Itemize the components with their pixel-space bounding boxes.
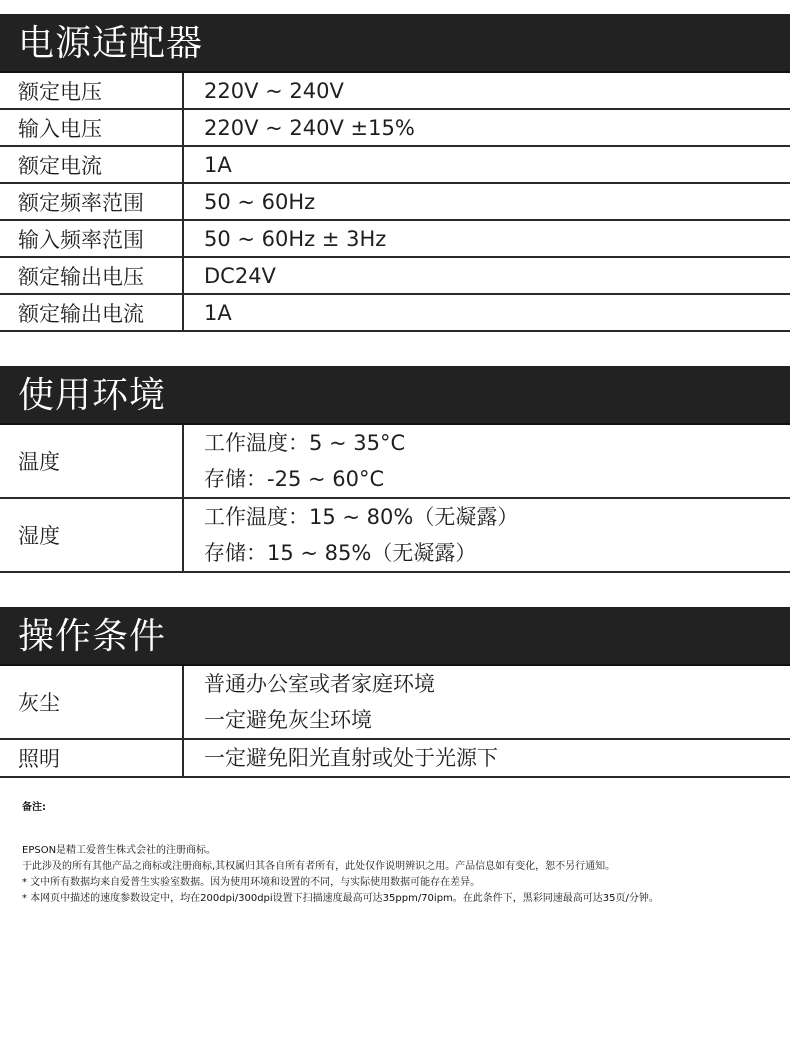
- spec-value: [183, 425, 790, 498]
- table-row: [0, 739, 790, 777]
- note-line: 于此涉及的所有其他产品之商标或注册商标,其权属归其各自所有者所有，此处仅作说明辨识之用。产品信息如有变化，恕不另行通知。: [22, 861, 616, 872]
- table-row: [0, 183, 790, 220]
- spec-value: [183, 666, 790, 739]
- spec-value: 1A: [183, 146, 790, 183]
- note-line: EPSON是精工爱普生株式会社的注册商标。: [22, 845, 217, 856]
- spec-value-line: 存储：-25 ~ 60°C: [204, 467, 385, 491]
- spec-value: [183, 498, 790, 572]
- spec-value-line: 工作温度：15 ~ 80%（无凝露）: [204, 505, 519, 529]
- spec-label: 额定输出电压: [0, 257, 183, 294]
- spec-label: 灰尘: [0, 666, 183, 739]
- spec-label: 额定频率范围: [0, 183, 183, 220]
- spec-value-line: 存储：15 ~ 85%（无凝露）: [204, 541, 477, 565]
- spec-label: 湿度: [0, 498, 183, 572]
- spec-value: 220V ~ 240V: [183, 73, 790, 109]
- table-row: [0, 498, 790, 572]
- spec-value-line: 工作温度：5 ~ 35°C: [204, 431, 406, 455]
- table-row: [0, 425, 790, 498]
- table-row: [0, 73, 790, 109]
- table-row: [0, 146, 790, 183]
- table-row: [0, 109, 790, 146]
- table-row: [0, 220, 790, 257]
- table-row: [0, 294, 790, 331]
- note-line: * 本网页中描述的速度参数设定中，均在200dpi/300dpi设置下扫描速度最高可达35ppm/70ipm。在此条件下，黑彩同速最高可达35页/分钟。: [22, 893, 659, 904]
- spec-label: 照明: [0, 739, 183, 777]
- notes-heading: 备注:: [22, 802, 46, 813]
- table-row: [0, 257, 790, 294]
- operation-section-title: 操作条件: [0, 607, 790, 666]
- notes-block: [22, 798, 782, 907]
- spec-value: 220V ~ 240V ±15%: [183, 109, 790, 146]
- spec-value-line: 一定避免阳光直射或处于光源下: [204, 746, 498, 770]
- environment-section-title: 使用环境: [0, 366, 790, 425]
- power-section: [0, 14, 790, 332]
- spec-label: 输入频率范围: [0, 220, 183, 257]
- spec-value-line: 普通办公室或者家庭环境: [204, 672, 435, 696]
- spec-value-line: 一定避免灰尘环境: [204, 708, 372, 732]
- spec-label: 温度: [0, 425, 183, 498]
- spec-label: 额定电流: [0, 146, 183, 183]
- spec-label: 输入电压: [0, 109, 183, 146]
- operation-section: [0, 607, 790, 778]
- table-row: [0, 666, 790, 739]
- spec-value: 50 ~ 60Hz ± 3Hz: [183, 220, 790, 257]
- spec-value: [183, 739, 790, 777]
- note-line: * 文中所有数据均来自爱普生实验室数据。因为使用环境和设置的不同，与实际使用数据可能存在差异。: [22, 877, 481, 888]
- spec-value: 50 ~ 60Hz: [183, 183, 790, 220]
- spec-value: DC24V: [183, 257, 790, 294]
- environment-spec-table: [0, 425, 790, 573]
- operation-spec-table: [0, 666, 790, 778]
- environment-section: [0, 366, 790, 573]
- spec-label: 额定电压: [0, 73, 183, 109]
- spec-value: 1A: [183, 294, 790, 331]
- power-spec-table: [0, 73, 790, 332]
- power-section-title: 电源适配器: [0, 14, 790, 73]
- spec-label: 额定输出电流: [0, 294, 183, 331]
